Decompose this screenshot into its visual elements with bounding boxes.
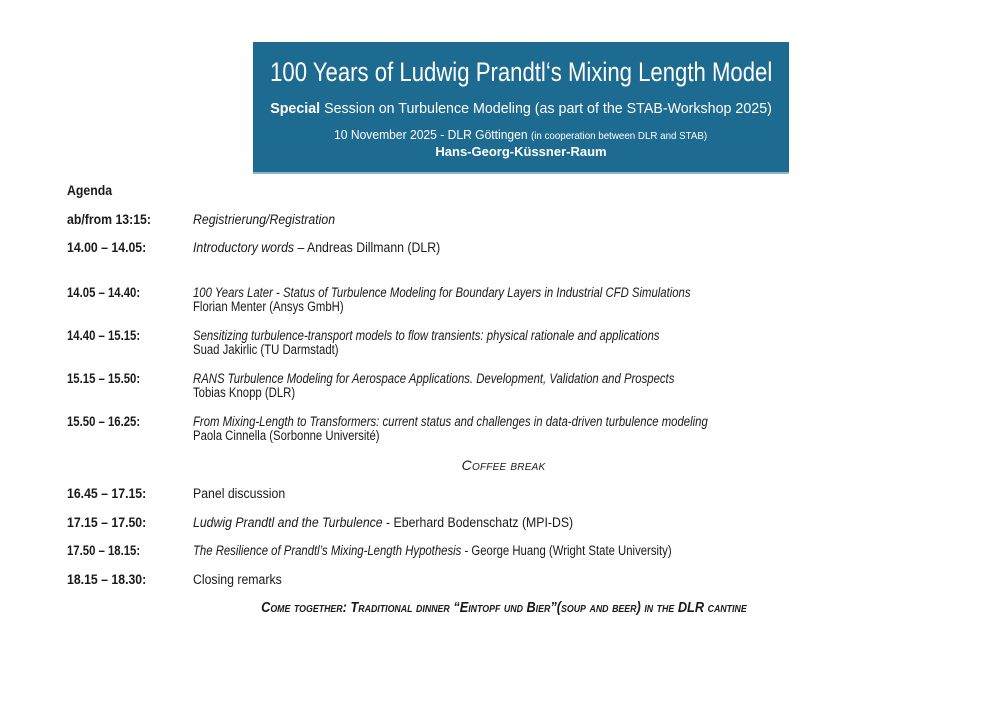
agenda-time: 15.15 – 15.50: [67, 370, 141, 386]
agenda-row-registration [67, 213, 940, 228]
agenda-row-intro [67, 241, 940, 256]
coffee-break-line [67, 458, 940, 474]
agenda-speaker-line: Florian Menter (Ansys GmbH) [193, 299, 344, 314]
agenda-desc [193, 487, 940, 502]
agenda-row-knopp [67, 372, 940, 401]
session-banner-subtitle-bold: Special [270, 100, 321, 117]
agenda-time: ab/from 13:15: [67, 211, 151, 227]
agenda-title-text: 100 Years Later - Status of Turbulence Modeling for Boundary Layers in Industrial CFD Simulations [193, 284, 691, 300]
dinner-note-line [67, 601, 940, 616]
dinner-note-label: Come together: Traditional dinner “Eintopf und Bier”(soup and beer) in the DLR cantine [260, 600, 747, 616]
agenda-time: 14.00 – 14.05: [67, 240, 147, 255]
agenda-desc [193, 544, 940, 559]
agenda-title-text: RANS Turbulence Modeling for Aerospace Applications. Development, Validation and Prospects [193, 370, 675, 386]
agenda-time: 16.45 – 17.15: [67, 486, 147, 501]
agenda-time: 15.50 – 16.25: [67, 413, 141, 429]
agenda-title-text: From Mixing-Length to Transformers: current status and challenges in data-driven turbulence modeling [193, 413, 708, 429]
agenda-desc [193, 213, 940, 228]
agenda-title-text: Ludwig Prandtl and the Turbulence [193, 514, 383, 530]
agenda-row-bodenschatz [67, 516, 940, 531]
agenda-time: 17.15 – 17.50: [67, 514, 147, 530]
agenda-row-jakirlic [67, 329, 940, 358]
agenda-heading-label: Agenda [67, 183, 113, 198]
session-banner-date [334, 128, 707, 143]
agenda-desc [193, 372, 940, 401]
agenda-heading [67, 184, 940, 199]
agenda-section [67, 184, 940, 630]
agenda-row-menter [67, 286, 940, 315]
agenda-speaker-line: Suad Jakirlic (TU Darmstadt) [193, 342, 339, 357]
agenda-speaker-inline: - Eberhard Bodenschatz (MPI-DS) [382, 514, 574, 530]
agenda-row-huang [67, 544, 940, 559]
session-banner [253, 42, 789, 174]
agenda-title-text: Panel discussion [193, 486, 286, 501]
agenda-row-panel [67, 487, 940, 502]
coffee-break-label: Coffee break [461, 456, 546, 473]
agenda-time: 14.40 – 15.15: [67, 327, 141, 343]
session-banner-date-note: (in cooperation between DLR and STAB) [531, 130, 708, 142]
agenda-desc [193, 415, 940, 444]
agenda-speaker-inline: – Andreas Dillmann (DLR) [294, 240, 441, 255]
session-banner-date-main: 10 November 2025 - DLR Göttingen [334, 127, 532, 142]
agenda-title-text: Registrierung/Registration [193, 211, 336, 227]
agenda-desc [193, 573, 940, 588]
agenda-row-closing [67, 573, 940, 588]
session-banner-title: 100 Years of Ludwig Prandtl‘s Mixing Length Model [269, 57, 773, 87]
agenda-desc [193, 241, 940, 256]
agenda-time: 14.05 – 14.40: [67, 284, 141, 300]
agenda-title-text: Closing remarks [193, 571, 282, 587]
agenda-title-text: Introductory words [193, 240, 295, 255]
agenda-desc [193, 286, 940, 315]
session-banner-room: Hans-Georg-Küssner-Raum [435, 144, 607, 159]
agenda-speaker-inline: - George Huang (Wright State University) [461, 543, 672, 558]
agenda-desc [193, 516, 940, 531]
agenda-speaker-line: Tobias Knopp (DLR) [193, 385, 296, 400]
session-banner-subtitle [270, 100, 772, 117]
agenda-title-text: The Resilience of Prandtl’s Mixing-Length Hypothesis [193, 543, 462, 558]
agenda-time: 18.15 – 18.30: [67, 571, 147, 587]
agenda-row-cinnella [67, 415, 940, 444]
agenda-time: 17.50 – 18.15: [67, 543, 141, 558]
agenda-title-text: Sensitizing turbulence-transport models to flow transients: physical rationale and applications [193, 327, 660, 343]
agenda-speaker-line: Paola Cinnella (Sorbonne Université) [193, 428, 380, 443]
session-banner-subtitle-rest: Session on Turbulence Modeling (as part of the STAB-Workshop 2025) [320, 100, 772, 117]
agenda-desc [193, 329, 940, 358]
